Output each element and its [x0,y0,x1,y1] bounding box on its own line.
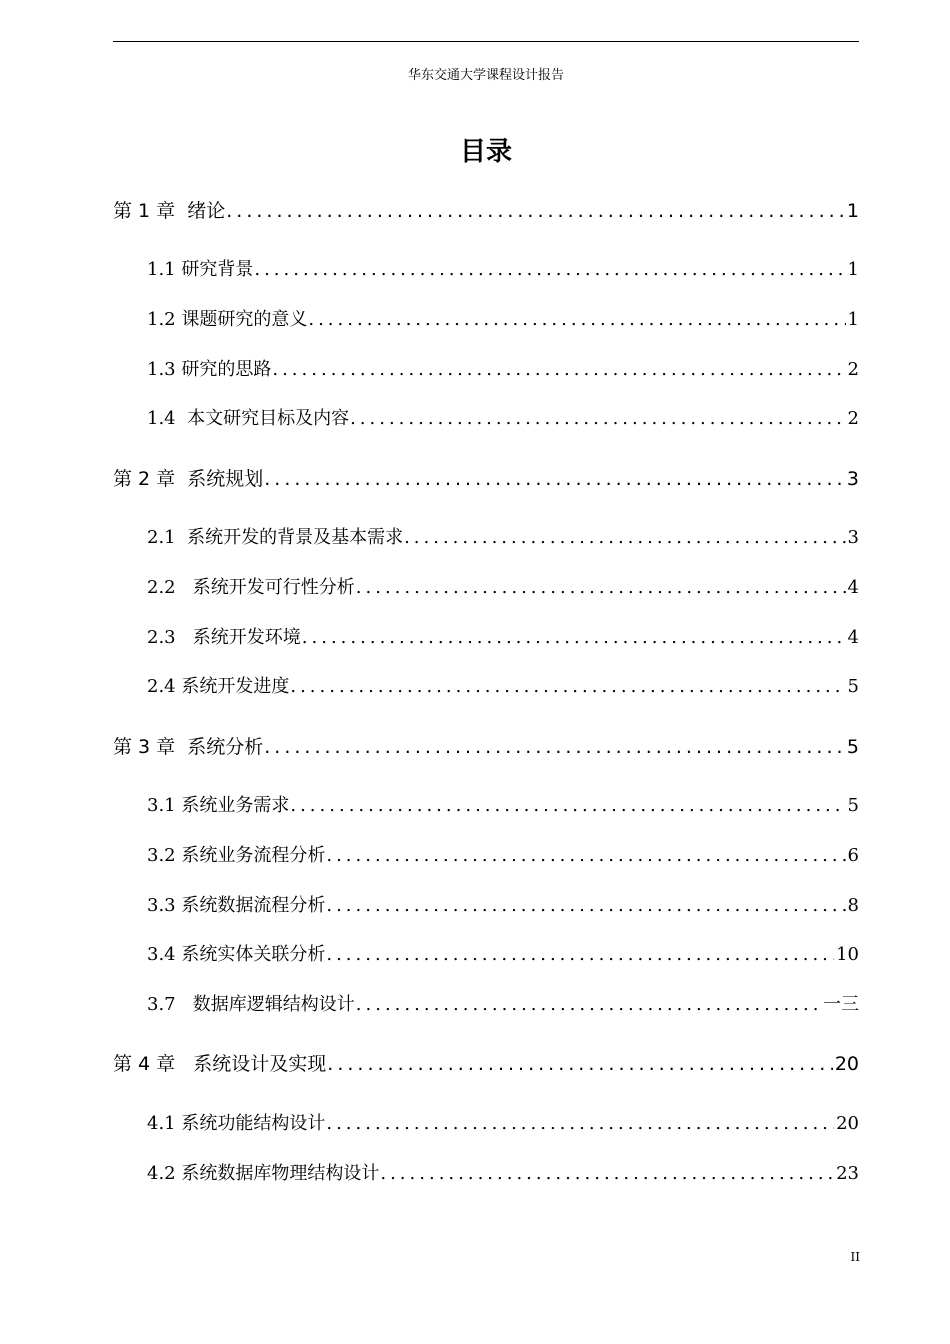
toc-entry-section-4-1[interactable] [147,1109,859,1139]
toc-dot-leader [326,841,845,871]
toc-entry-label: 4.1 系统功能结构设计 [147,1113,326,1134]
toc-dot-leader [226,196,845,226]
toc-dot-leader [326,940,834,970]
toc-dot-leader [404,523,845,553]
toc-dot-leader [272,355,845,385]
toc-entry-label: 4.2 系统数据库物理结构设计 [147,1163,380,1184]
toc-entry-section-1-3[interactable] [147,355,859,385]
toc-entry-section-2-3[interactable] [147,623,859,653]
toc-entry-section-2-4[interactable] [147,672,859,702]
toc-entry-section-3-1[interactable] [147,791,859,821]
toc-entry-label: 3.2 系统业务流程分析 [147,845,326,866]
header-rule [113,41,859,42]
toc-dot-leader [264,732,845,762]
toc-entry-section-3-2[interactable] [147,841,859,871]
toc-dot-leader [380,1159,834,1189]
toc-entry-page: 1 [847,259,859,280]
toc-entry-label: 3.7 数据库逻辑结构设计 [147,994,355,1015]
toc-dot-leader [350,404,845,434]
toc-entry-label: 2.4 系统开发进度 [147,676,290,697]
toc-entry-label: 2.2 系统开发可行性分析 [147,577,355,598]
toc-entry-page: 20 [836,1113,859,1134]
toc-entry-page: 2 [847,359,859,380]
toc-entry-page: 8 [847,895,859,916]
toc-entry-label: 第 2 章 系统规划 [113,468,264,490]
toc-entry-label: 1.2 课题研究的意义 [147,309,308,330]
toc-entry-label: 1.1 研究背景 [147,259,254,280]
toc-entry-page: 4 [847,627,859,648]
toc-entry-section-2-1[interactable] [147,523,859,553]
toc-entry-section-1-1[interactable] [147,255,859,285]
toc-dot-leader [290,791,845,821]
toc-entry-label: 第 4 章 系统设计及实现 [113,1053,327,1075]
toc-entry-label: 3.1 系统业务需求 [147,795,290,816]
toc-dot-leader [326,891,845,921]
toc-entry-page: 5 [847,676,859,697]
toc-entry-label: 3.3 系统数据流程分析 [147,895,326,916]
toc-title: 目录 [459,137,512,167]
toc-entry-page: 20 [834,1053,859,1075]
toc-entry-page: 一三 [823,994,859,1015]
toc-entry-page: 10 [836,944,859,965]
toc-entry-page: 2 [847,408,859,429]
toc-entry-section-3-4[interactable] [147,940,859,970]
toc-entry-page: 4 [847,577,859,598]
toc-entry-page: 5 [846,736,859,758]
toc-dot-leader [308,305,845,335]
toc-entry-label: 3.4 系统实体关联分析 [147,944,326,965]
toc-dot-leader [326,1109,834,1139]
toc-entry-page: 3 [847,527,859,548]
toc-entry-page: 3 [846,468,859,490]
toc-entry-page: 6 [847,845,859,866]
toc-dot-leader [356,990,821,1020]
toc-entry-page: 1 [847,309,859,330]
toc-dot-leader [302,623,846,653]
toc-entry-page: 5 [847,795,859,816]
toc-entry-chapter-1[interactable] [113,196,859,226]
toc-entry-label: 2.1 系统开发的背景及基本需求 [147,527,404,548]
toc-entry-chapter-2[interactable] [113,464,859,494]
toc-entry-label: 1.3 研究的思路 [147,359,272,380]
toc-entry-section-2-2[interactable] [147,573,859,603]
toc-entry-label: 第 1 章 绪论 [113,200,226,222]
toc-entry-section-3-7[interactable] [147,990,859,1020]
toc-entry-chapter-3[interactable] [113,732,859,762]
page-number: II [850,1250,860,1264]
toc-entry-section-1-2[interactable] [147,305,859,335]
toc-dot-leader [290,672,845,702]
toc-dot-leader [327,1049,833,1079]
toc-entry-section-4-2[interactable] [147,1159,859,1189]
toc-entry-page: 1 [846,200,859,222]
toc-entry-label: 2.3 系统开发环境 [147,627,301,648]
running-header: 华东交通大学课程设计报告 [407,68,564,83]
toc-entry-label: 第 3 章 系统分析 [113,736,264,758]
toc-dot-leader [264,464,845,494]
toc-entry-section-1-4[interactable] [147,404,859,434]
toc-entry-chapter-4[interactable] [113,1049,859,1079]
toc-dot-leader [356,573,846,603]
toc-dot-leader [254,255,845,285]
toc-entry-section-3-3[interactable] [147,891,859,921]
toc-entry-page: 23 [836,1163,859,1184]
toc-entry-label: 1.4 本文研究目标及内容 [147,408,350,429]
